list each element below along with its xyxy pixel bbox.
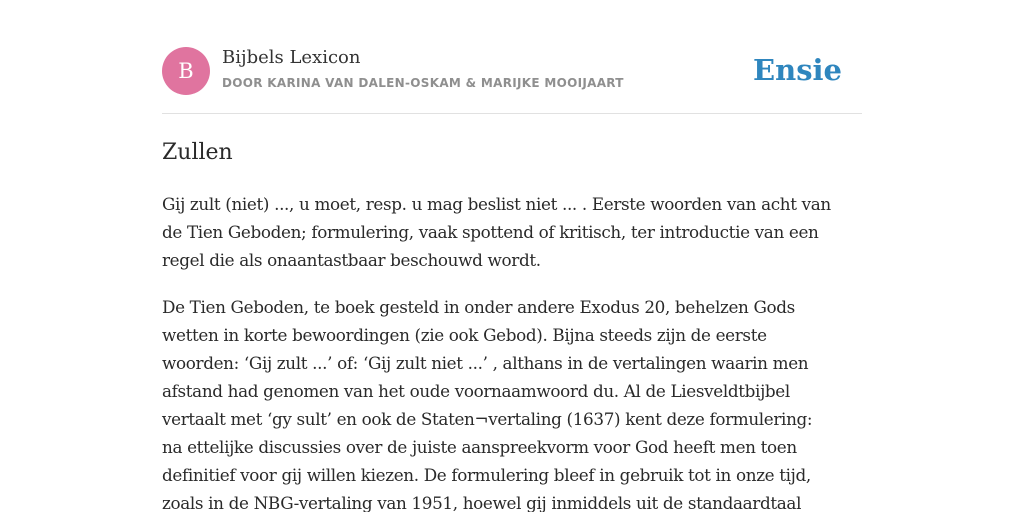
text-line: woorden: ‘Gij zult ...’ of: ‘Gij zult niet ...’ , althans in de vertalingen waarin men [162,353,809,373]
entry-title: Zullen [162,140,233,165]
entry-card [162,0,862,512]
text-line: de Tien Geboden; formulering, vaak spottend of kritisch, ter introductie van een [162,222,819,242]
text-line: vertaalt met ‘gy sult’ en ook de Staten¬vertaling (1637) kent deze formulering: [162,409,813,429]
book-avatar[interactable]: B [162,47,210,95]
text-line: Gij zult (niet) ..., u moet, resp. u mag beslist niet ... . Eerste woorden van acht van [162,194,831,214]
paragraph [162,190,862,274]
paragraph [162,293,862,512]
book-title[interactable]: Bijbels Lexicon [222,47,361,68]
header-divider [162,113,862,114]
header [162,47,862,95]
text-line: regel die als onaantastbaar beschouwd wordt. [162,250,541,270]
text-line: zoals in de NBG-vertaling van 1951, hoewel gij inmiddels uit de standaardtaal [162,493,802,512]
text-line: na ettelijke discussies over de juiste aanspreekvorm voor God heeft men toen [162,437,797,457]
text-line: De Tien Geboden, te boek gesteld in onder andere Exodus 20, behelzen Gods [162,297,795,317]
authors-byline: DOOR KARINA VAN DALEN-OSKAM & MARIJKE MOOIJAART [222,76,624,90]
ensie-logo[interactable]: Ensie [753,53,842,87]
text-line: afstand had genomen van het oude voornaamwoord du. Al de Liesveldtbijbel [162,381,790,401]
text-line: wetten in korte bewoordingen (zie ook Gebod). Bijna steeds zijn de eerste [162,325,767,345]
entry-body [162,190,862,512]
text-line: definitief voor gij willen kiezen. De formulering bleef in gebruik tot in onze tijd, [162,465,811,485]
